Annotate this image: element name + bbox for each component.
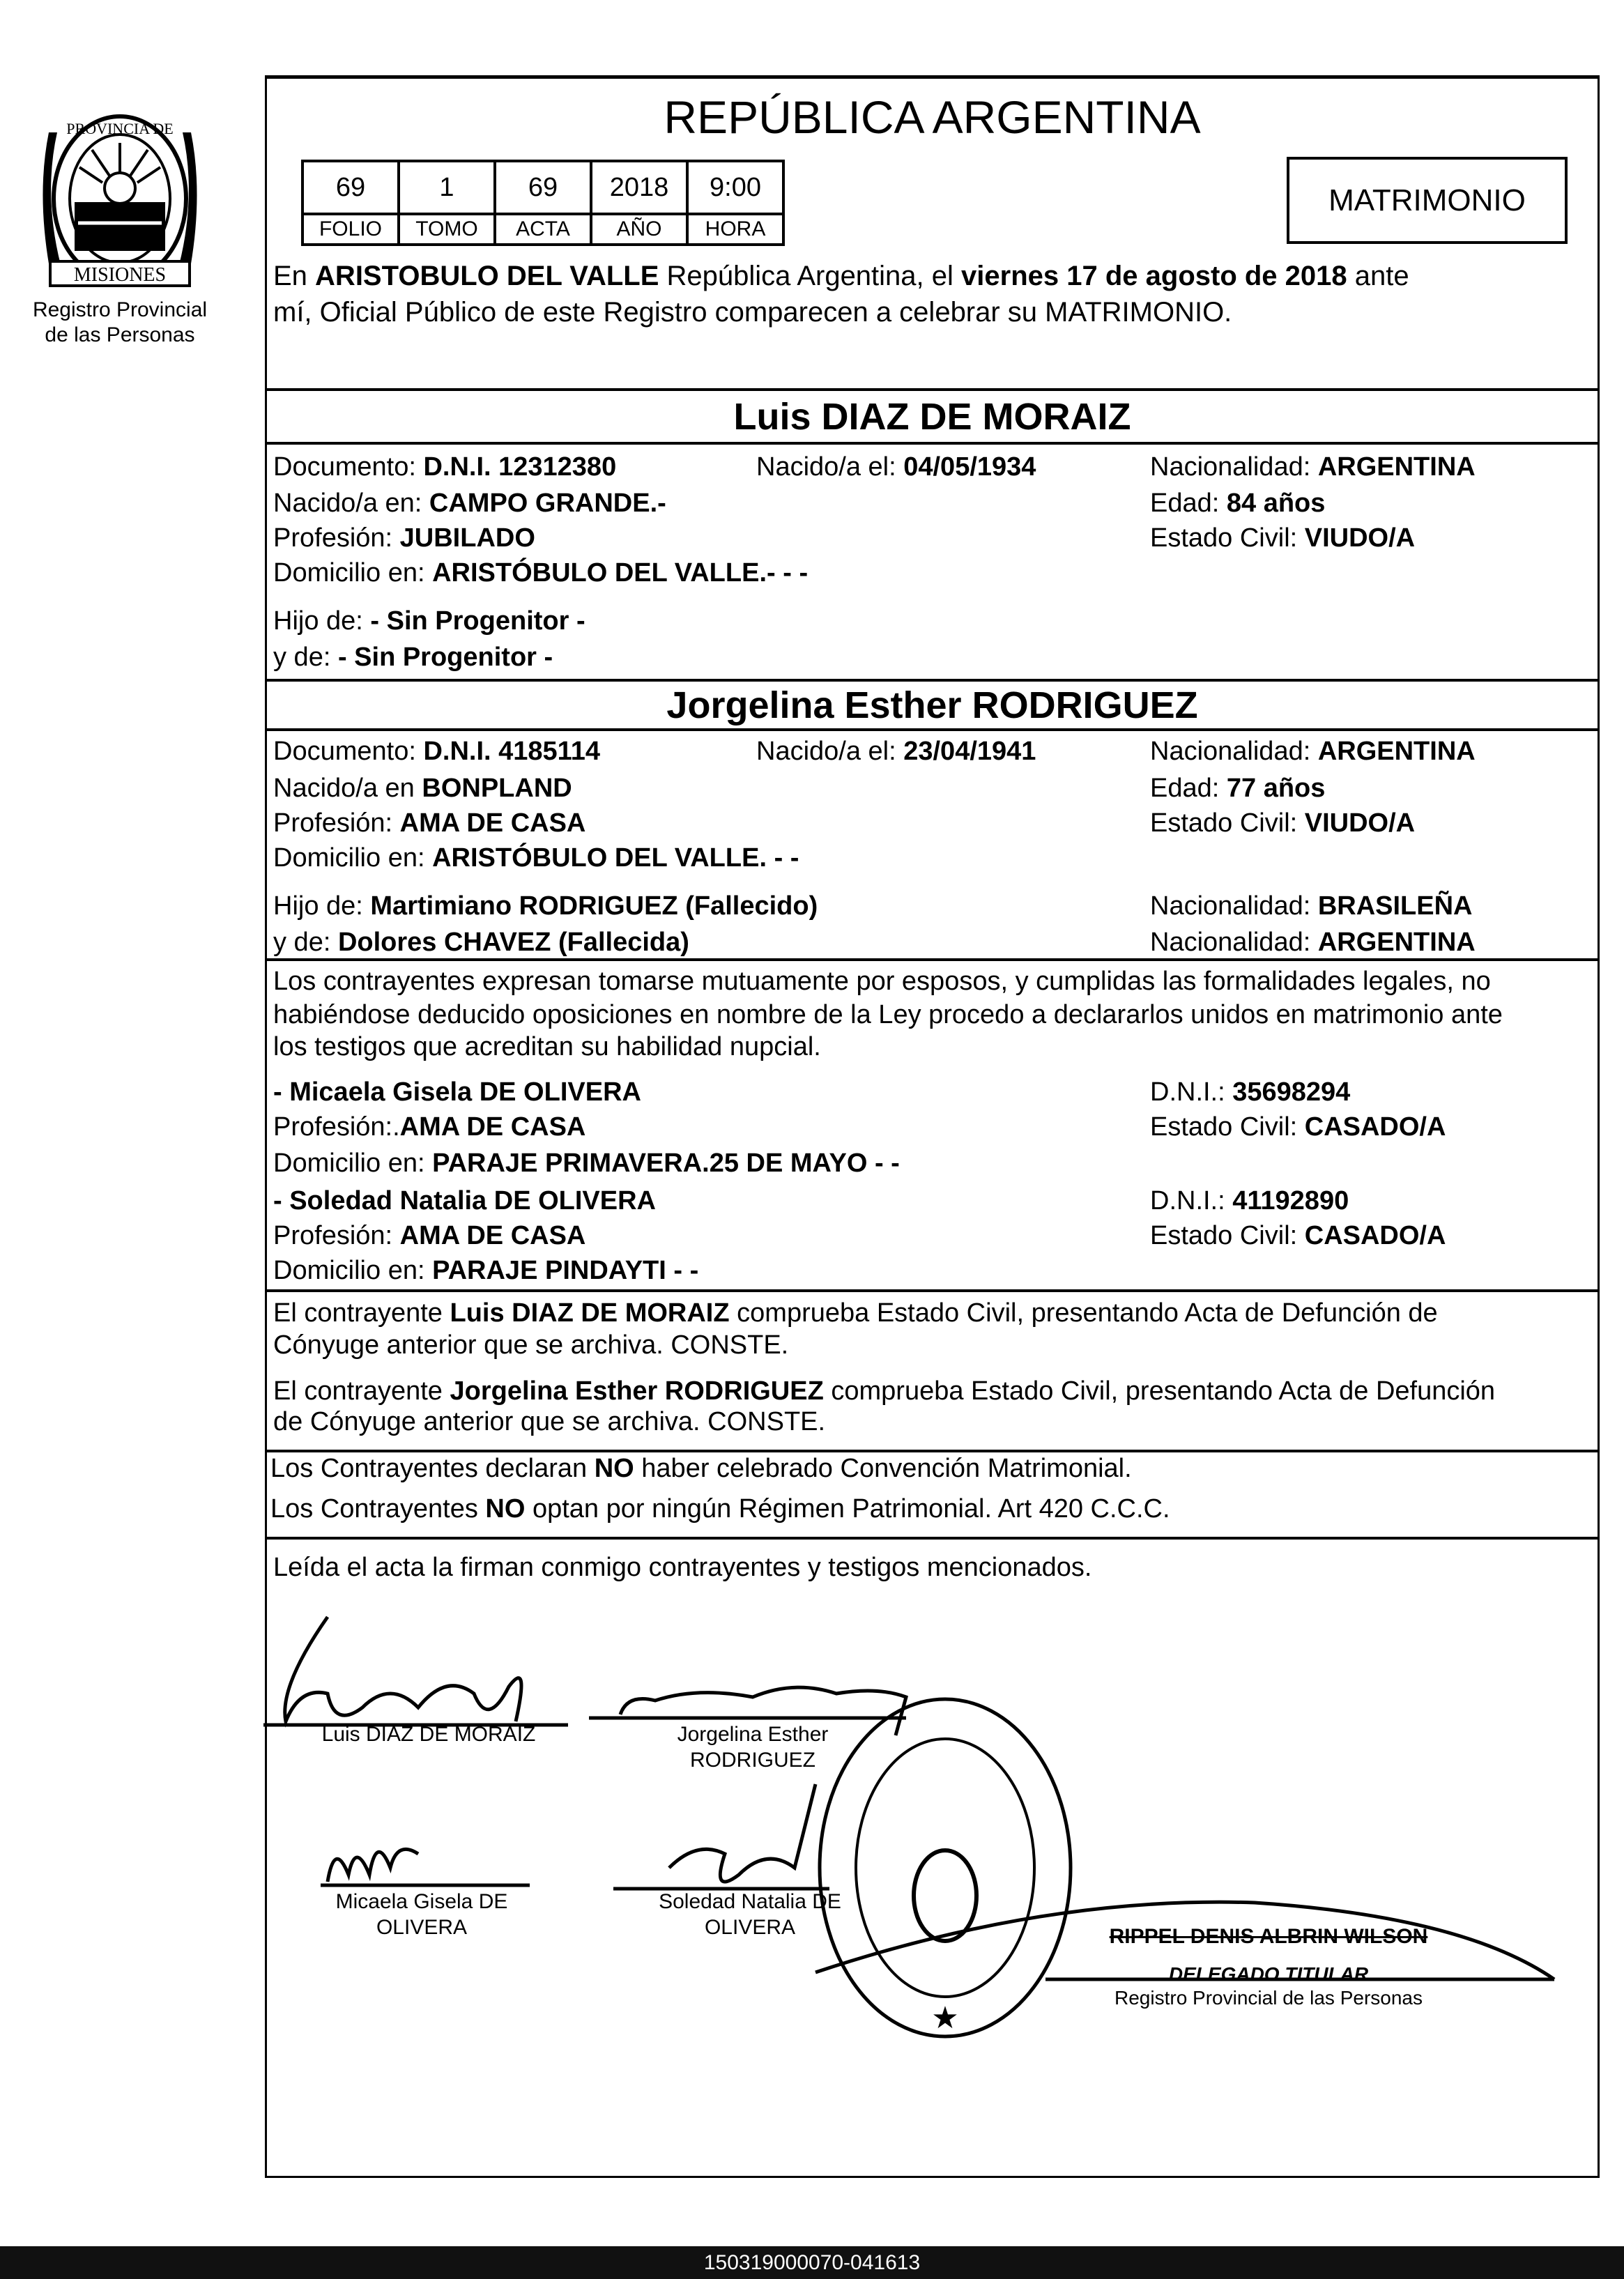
divider (265, 1450, 1600, 1452)
spouse2-address (273, 843, 799, 873)
spouse2-mother (273, 927, 689, 958)
value: AMA DE CASA (399, 1221, 586, 1250)
spouse1-document (273, 452, 616, 482)
official-name: RIPPEL DENIS ALBRIN WILSON (1109, 1925, 1428, 1948)
spouse1-age (1150, 488, 1325, 519)
witness2-civil-status (1150, 1220, 1446, 1251)
intro-text: República Argentina, el (659, 261, 962, 291)
spouse2-document (273, 736, 600, 767)
label: Domicilio en: (273, 843, 433, 873)
folio-label: FOLIO (302, 214, 399, 245)
label: Hijo de: (273, 891, 371, 921)
svg-text:MISIONES: MISIONES (73, 264, 167, 286)
label: Documento: (273, 737, 424, 766)
signature-label-spouse2-line1: Jorgelina Esther (677, 1723, 829, 1746)
text: El contrayente (273, 1376, 450, 1406)
label: Nacido/a en: (273, 489, 429, 518)
declaration-line: los testigos que acreditan su habilidad nupcial. (273, 1032, 821, 1061)
logo-caption-line2: de las Personas (45, 323, 195, 346)
tomo-value: 1 (399, 161, 495, 214)
label: y de: (273, 928, 338, 957)
value: CASADO/A (1304, 1221, 1446, 1250)
label: Estado Civil: (1150, 523, 1305, 553)
label: Documento: (273, 452, 424, 482)
footer-document-code: 150319000070-041613 (0, 2246, 1624, 2279)
spouse2-profession (273, 808, 585, 838)
label: Nacionalidad: (1150, 452, 1318, 482)
value: BONPLAND (422, 774, 572, 803)
value: D.N.I. 4185114 (423, 737, 600, 766)
witness1-dni (1150, 1077, 1350, 1107)
note2-line1 (273, 1376, 1495, 1406)
logo-caption-line1: Registro Provincial (32, 298, 208, 321)
text: optan por ningún Régimen Patrimonial. Art 420 C.C.C. (525, 1494, 1170, 1524)
document-type-box: MATRIMONIO (1287, 157, 1568, 244)
official-title: DELEGADO TITULAR (1168, 1963, 1369, 1985)
signatures-drawing (0, 1603, 1624, 2091)
spouse1-name: Luis DIAZ DE MORAIZ (733, 396, 1131, 438)
witness1-civil-status (1150, 1112, 1446, 1142)
spouse2-mother-nationality (1150, 927, 1476, 958)
value: - Sin Progenitor - (337, 643, 553, 672)
acta-value: 69 (495, 161, 591, 214)
folio-value: 69 (302, 161, 399, 214)
declaration-line: habiéndose deducido oposiciones en nombre de la Ley procedo a declararlos unidos en matrimonio ante (273, 1000, 1503, 1029)
svg-text:★: ★ (931, 2001, 959, 2035)
value: 23/04/1941 (903, 737, 1036, 766)
divider (265, 728, 1600, 731)
regime-line2 (270, 1494, 1170, 1524)
label: Profesión: (273, 523, 400, 553)
province-seal-logo (36, 105, 204, 293)
label: Domicilio en: (273, 1149, 433, 1178)
value: ARGENTINA (1317, 452, 1476, 482)
divider (265, 679, 1600, 682)
closing-statement: Leída el acta la firman conmigo contrayentes y testigos mencionados. (273, 1553, 1092, 1582)
signature-label-spouse2-line2: RODRIGUEZ (690, 1749, 815, 1772)
label: Profesión: (273, 1221, 400, 1250)
value: 04/05/1934 (903, 452, 1036, 482)
label: Nacionalidad: (1150, 928, 1318, 957)
value: BRASILEÑA (1317, 891, 1473, 921)
value: PARAJE PINDAYTI - - (432, 1256, 699, 1285)
ano-label: AÑO (591, 214, 687, 245)
text: Los Contrayentes declaran (270, 1454, 595, 1483)
label: Nacionalidad: (1150, 737, 1318, 766)
divider (265, 442, 1600, 445)
label: Edad: (1150, 774, 1227, 803)
divider (265, 1537, 1600, 1540)
signature-label-spouse1: Luis DIAZ DE MORAIZ (321, 1723, 536, 1746)
value: ARISTÓBULO DEL VALLE. - - (432, 843, 799, 873)
intro-place: ARISTOBULO DEL VALLE (315, 261, 659, 291)
label: Estado Civil: (1150, 1112, 1305, 1142)
spouse1-profession (273, 523, 535, 553)
value: - Micaela Gisela DE OLIVERA (273, 1077, 641, 1107)
signature-label-witness1-line2: OLIVERA (376, 1916, 468, 1939)
spouse2-civil-status (1150, 808, 1415, 838)
spouse2-nationality (1150, 736, 1476, 767)
value: Martimiano RODRIGUEZ (Fallecido) (370, 891, 818, 921)
spouse1-father (273, 606, 585, 636)
official-organization: Registro Provincial de las Personas (1114, 1987, 1423, 2009)
text: El contrayente (273, 1298, 450, 1328)
value: AMA DE CASA (399, 1112, 586, 1142)
intro-text: ante (1347, 261, 1409, 291)
value: VIUDO/A (1304, 808, 1416, 838)
intro-text: En (273, 261, 316, 291)
value: NO (594, 1454, 634, 1483)
divider (265, 388, 1600, 391)
spouse2-age (1150, 773, 1325, 804)
signature-label-witness2-line1: Soledad Natalia DE (659, 1890, 841, 1913)
value: VIUDO/A (1304, 523, 1416, 553)
note1-line2: Cónyuge anterior que se archiva. CONSTE. (273, 1330, 789, 1360)
value: NO (485, 1494, 526, 1524)
tomo-label: TOMO (399, 214, 495, 245)
label: Estado Civil: (1150, 808, 1305, 838)
hora-value: 9:00 (687, 161, 783, 214)
value: D.N.I. 12312380 (423, 452, 617, 482)
value: ARISTÓBULO DEL VALLE.- - - (432, 558, 809, 588)
witness2-address (273, 1255, 698, 1286)
spouse1-mother (273, 642, 553, 673)
label: Domicilio en: (273, 1256, 433, 1285)
text: comprueba Estado Civil, presentando Acta de Defunción (823, 1376, 1496, 1406)
spouse1-birthplace (273, 488, 666, 519)
signature-label-witness2-line2: OLIVERA (704, 1916, 796, 1939)
divider (265, 958, 1600, 961)
label: Nacido/a el: (756, 452, 904, 482)
witness2-name (273, 1185, 656, 1216)
value: ARGENTINA (1317, 928, 1476, 957)
text: comprueba Estado Civil, presentando Acta de Defunción de (729, 1298, 1438, 1328)
value: 41192890 (1232, 1186, 1349, 1215)
signature-witness1 (328, 1849, 418, 1882)
label: Nacido/a en (273, 774, 422, 803)
intro-line1 (273, 261, 1409, 291)
acta-label: ACTA (495, 214, 591, 245)
intro-line2: mí, Oficial Público de este Registro comparecen a celebrar su MATRIMONIO. (273, 297, 1232, 328)
text: Los Contrayentes (270, 1494, 486, 1524)
witness1-name (273, 1077, 641, 1107)
witness1-profession (273, 1112, 585, 1142)
svg-text:PROVINCIA DE: PROVINCIA DE (66, 120, 174, 137)
signature-witness2 (669, 1784, 815, 1882)
spouse2-birthplace (273, 773, 572, 804)
spouse2-father-nationality (1150, 891, 1473, 921)
ano-value: 2018 (591, 161, 687, 214)
spouse1-civil-status (1150, 523, 1415, 553)
label: Profesión:. (273, 1112, 400, 1142)
label: Hijo de: (273, 606, 371, 636)
spouse1-address (273, 558, 808, 588)
label: Domicilio en: (273, 558, 433, 588)
label: Estado Civil: (1150, 1221, 1305, 1250)
spouse2-birthdate (756, 736, 1036, 767)
label: Profesión: (273, 808, 400, 838)
hora-label: HORA (687, 214, 783, 245)
label: D.N.I.: (1150, 1077, 1233, 1107)
value: CAMPO GRANDE.- (429, 489, 666, 518)
value: 84 años (1226, 489, 1326, 518)
spouse1-birthdate (756, 452, 1036, 482)
signature-spouse1 (285, 1617, 521, 1721)
value: Jorgelina Esther RODRIGUEZ (450, 1376, 824, 1406)
witness2-profession (273, 1220, 585, 1251)
witness1-address (273, 1148, 900, 1179)
spouse1-nationality (1150, 452, 1476, 482)
regime-line1 (270, 1453, 1132, 1484)
value: AMA DE CASA (399, 808, 586, 838)
value: Luis DIAZ DE MORAIZ (450, 1298, 730, 1328)
value: CASADO/A (1304, 1112, 1446, 1142)
label: Nacido/a el: (756, 737, 904, 766)
spouse2-father (273, 891, 818, 921)
label: Nacionalidad: (1150, 891, 1318, 921)
label: Edad: (1150, 489, 1227, 518)
page-title: REPÚBLICA ARGENTINA (664, 91, 1201, 143)
label: y de: (273, 643, 338, 672)
register-table (301, 160, 785, 246)
label: D.N.I.: (1150, 1186, 1233, 1215)
value: 35698294 (1232, 1077, 1351, 1107)
divider (265, 1289, 1600, 1292)
intro-date: viernes 17 de agosto de 2018 (961, 261, 1347, 291)
note2-line2: de Cónyuge anterior que se archiva. CONSTE. (273, 1407, 826, 1436)
note1-line1 (273, 1298, 1438, 1328)
spouse2-name: Jorgelina Esther RODRIGUEZ (666, 684, 1198, 726)
value: - Soledad Natalia DE OLIVERA (273, 1186, 656, 1215)
text: haber celebrado Convención Matrimonial. (634, 1454, 1132, 1483)
signature-label-witness1-line1: Micaela Gisela DE (335, 1890, 508, 1913)
value: Dolores CHAVEZ (Fallecida) (337, 928, 689, 957)
declaration-line: Los contrayentes expresan tomarse mutuamente por esposos, y cumplidas las formalidades legales, no (273, 967, 1491, 996)
value: JUBILADO (399, 523, 535, 553)
witness2-dni (1150, 1185, 1349, 1216)
value: PARAJE PRIMAVERA.25 DE MAYO - - (432, 1149, 900, 1178)
value: - Sin Progenitor - (370, 606, 585, 636)
value: ARGENTINA (1317, 737, 1476, 766)
value: 77 años (1226, 774, 1326, 803)
